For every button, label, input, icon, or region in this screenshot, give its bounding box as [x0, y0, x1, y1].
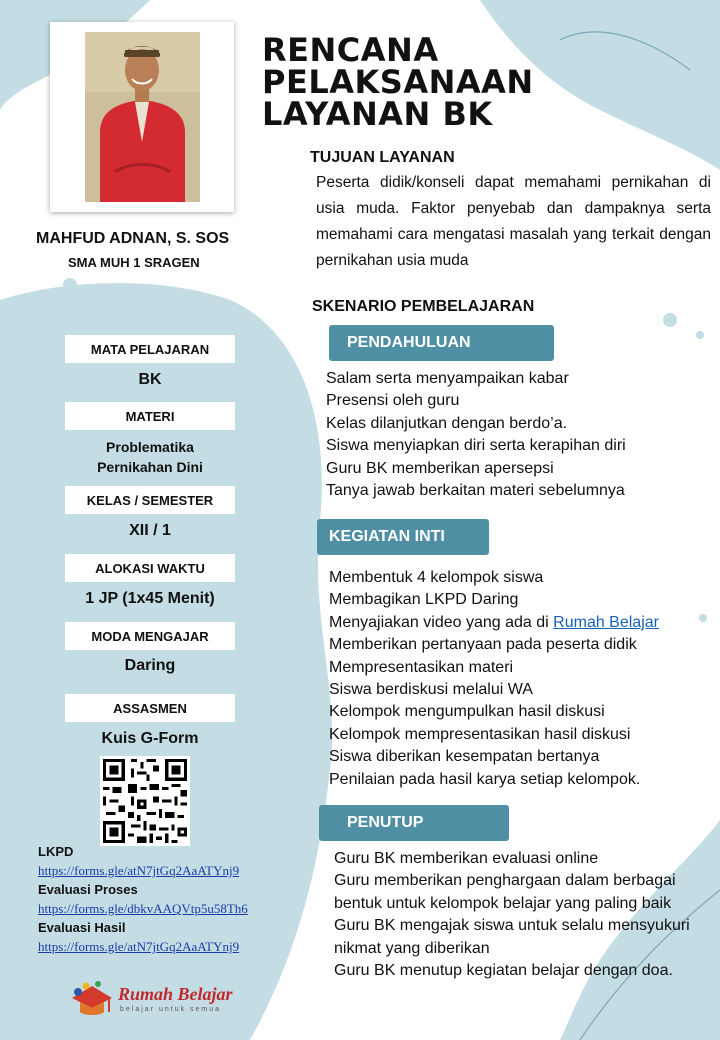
list-item: Guru memberikan penghargaan dalam berbagai bentuk untuk kelompok belajar yang paling baik	[334, 872, 676, 912]
moda-mengajar-label: MODA MENGAJAR	[65, 622, 235, 650]
list-item: Guru BK memberikan evaluasi online	[334, 850, 599, 867]
alokasi-waktu-label: ALOKASI WAKTU	[65, 554, 235, 582]
logo-text: Rumah Belajar	[118, 984, 233, 1004]
kegiatan-inti-list	[329, 567, 659, 791]
list-item: Siswa diberikan kesempatan bertanya	[329, 748, 600, 766]
list-item-text: Menyajiakan video yang ada di	[329, 613, 549, 631]
evaluasi-hasil-link[interactable]: https://forms.gle/atN7jtGq2AaATYnj9	[38, 939, 240, 954]
evaluasi-proses-label: Evaluasi Proses	[38, 882, 138, 897]
list-item: Membentuk 4 kelompok siswa	[329, 569, 544, 586]
alokasi-waktu-value: 1 JP (1x45 Menit)	[85, 590, 215, 607]
pendahuluan-header: PENDAHULUAN	[329, 325, 554, 361]
dot	[696, 331, 704, 339]
kelas-semester-value: XII / 1	[129, 522, 171, 539]
kelas-semester-label: KELAS / SEMESTER	[65, 486, 235, 514]
materi-value-line: Pernikahan Dini	[97, 459, 203, 475]
page-title	[262, 31, 534, 133]
dot	[303, 700, 313, 710]
materi-label: MATERI	[65, 402, 235, 430]
list-item: Memberikan pertanyaan pada peserta didik	[329, 636, 637, 654]
list-item: Salam serta menyampaikan kabar	[326, 370, 569, 387]
tujuan-text: Peserta didik/konseli dapat memahami pernikahan di usia muda. Faktor penyebab dan dampaknya serta memahami cara mengatasi masalah yang terkait dengan pernikahan usia muda	[316, 174, 711, 269]
assasmen-value: Kuis G-Form	[101, 730, 199, 747]
profile-photo-frame	[50, 22, 234, 212]
list-item: Guru BK memberikan apersepsi	[326, 459, 554, 477]
kegiatan-inti-header: KEGIATAN INTI	[317, 519, 489, 555]
dot	[699, 614, 707, 622]
list-item: Mempresentasikan materi	[329, 658, 514, 676]
form-links	[38, 843, 308, 957]
rumah-belajar-link[interactable]: Rumah Belajar	[553, 613, 659, 631]
teacher-name: MAHFUD ADNAN, S. SOS	[36, 230, 230, 247]
rumah-belajar-logo	[68, 978, 238, 1022]
list-item: Presensi oleh guru	[326, 392, 460, 410]
penutup-list	[334, 848, 694, 982]
list-item: Kelompok mempresentasikan hasil diskusi	[329, 725, 631, 743]
title-line: PELAKSANAAN	[262, 63, 534, 101]
qr-code-image	[100, 756, 190, 846]
materi-value-line: Problematika	[106, 439, 194, 455]
list-item: Penilaian pada hasil karya setiap kelompok.	[329, 770, 641, 788]
penutup-header: PENUTUP	[319, 805, 509, 841]
list-item	[329, 612, 659, 634]
mata-pelajaran-value: BK	[138, 371, 162, 388]
list-item: Membagikan LKPD Daring	[329, 591, 519, 609]
graduation-cap-icon	[68, 978, 114, 1022]
person-illustration	[85, 32, 200, 202]
moda-mengajar-value: Daring	[124, 657, 176, 674]
logo-tagline: belajar untuk semua	[120, 1006, 222, 1013]
title-line: RENCANA	[262, 31, 439, 69]
dot	[41, 986, 49, 994]
skenario-heading: SKENARIO PEMBELAJARAN	[312, 298, 535, 315]
qr-code[interactable]	[100, 756, 190, 846]
list-item: Guru BK menutup kegiatan belajar dengan doa.	[334, 962, 673, 980]
profile-photo	[85, 32, 200, 202]
evaluasi-hasil-label: Evaluasi Hasil	[38, 920, 126, 935]
list-item: Kelompok mengumpulkan hasil diskusi	[329, 703, 605, 721]
assasmen-label: ASSASMEN	[65, 694, 235, 722]
pendahuluan-list	[326, 368, 626, 502]
lkpd-link[interactable]: https://forms.gle/atN7jtGq2AaATYnj9	[38, 863, 240, 878]
school-name: SMA MUH 1 SRAGEN	[68, 255, 200, 270]
list-item: Siswa menyiapkan diri serta kerapihan diri	[326, 437, 626, 455]
dot	[63, 278, 77, 292]
list-item: Siswa berdiskusi melalui WA	[329, 681, 533, 699]
lkpd-label: LKPD	[38, 844, 74, 859]
mata-pelajaran-label: MATA PELAJARAN	[65, 335, 235, 363]
title-line: LAYANAN BK	[262, 95, 493, 133]
dot	[663, 313, 677, 327]
tujuan-heading: TUJUAN LAYANAN	[310, 149, 455, 166]
materi-value	[40, 437, 260, 477]
list-item: Kelas dilanjutkan dengan berdo’a.	[326, 414, 568, 432]
list-item: Guru BK mengajak siswa untuk selalu mensyukuri nikmat yang diberikan	[334, 917, 690, 957]
dot	[686, 1004, 698, 1016]
dot	[299, 587, 311, 599]
list-item: Tanya jawab berkaitan materi sebelumnya	[326, 482, 625, 500]
evaluasi-proses-link[interactable]: https://forms.gle/dbkvAAQVtp5u58Th6	[38, 901, 248, 916]
